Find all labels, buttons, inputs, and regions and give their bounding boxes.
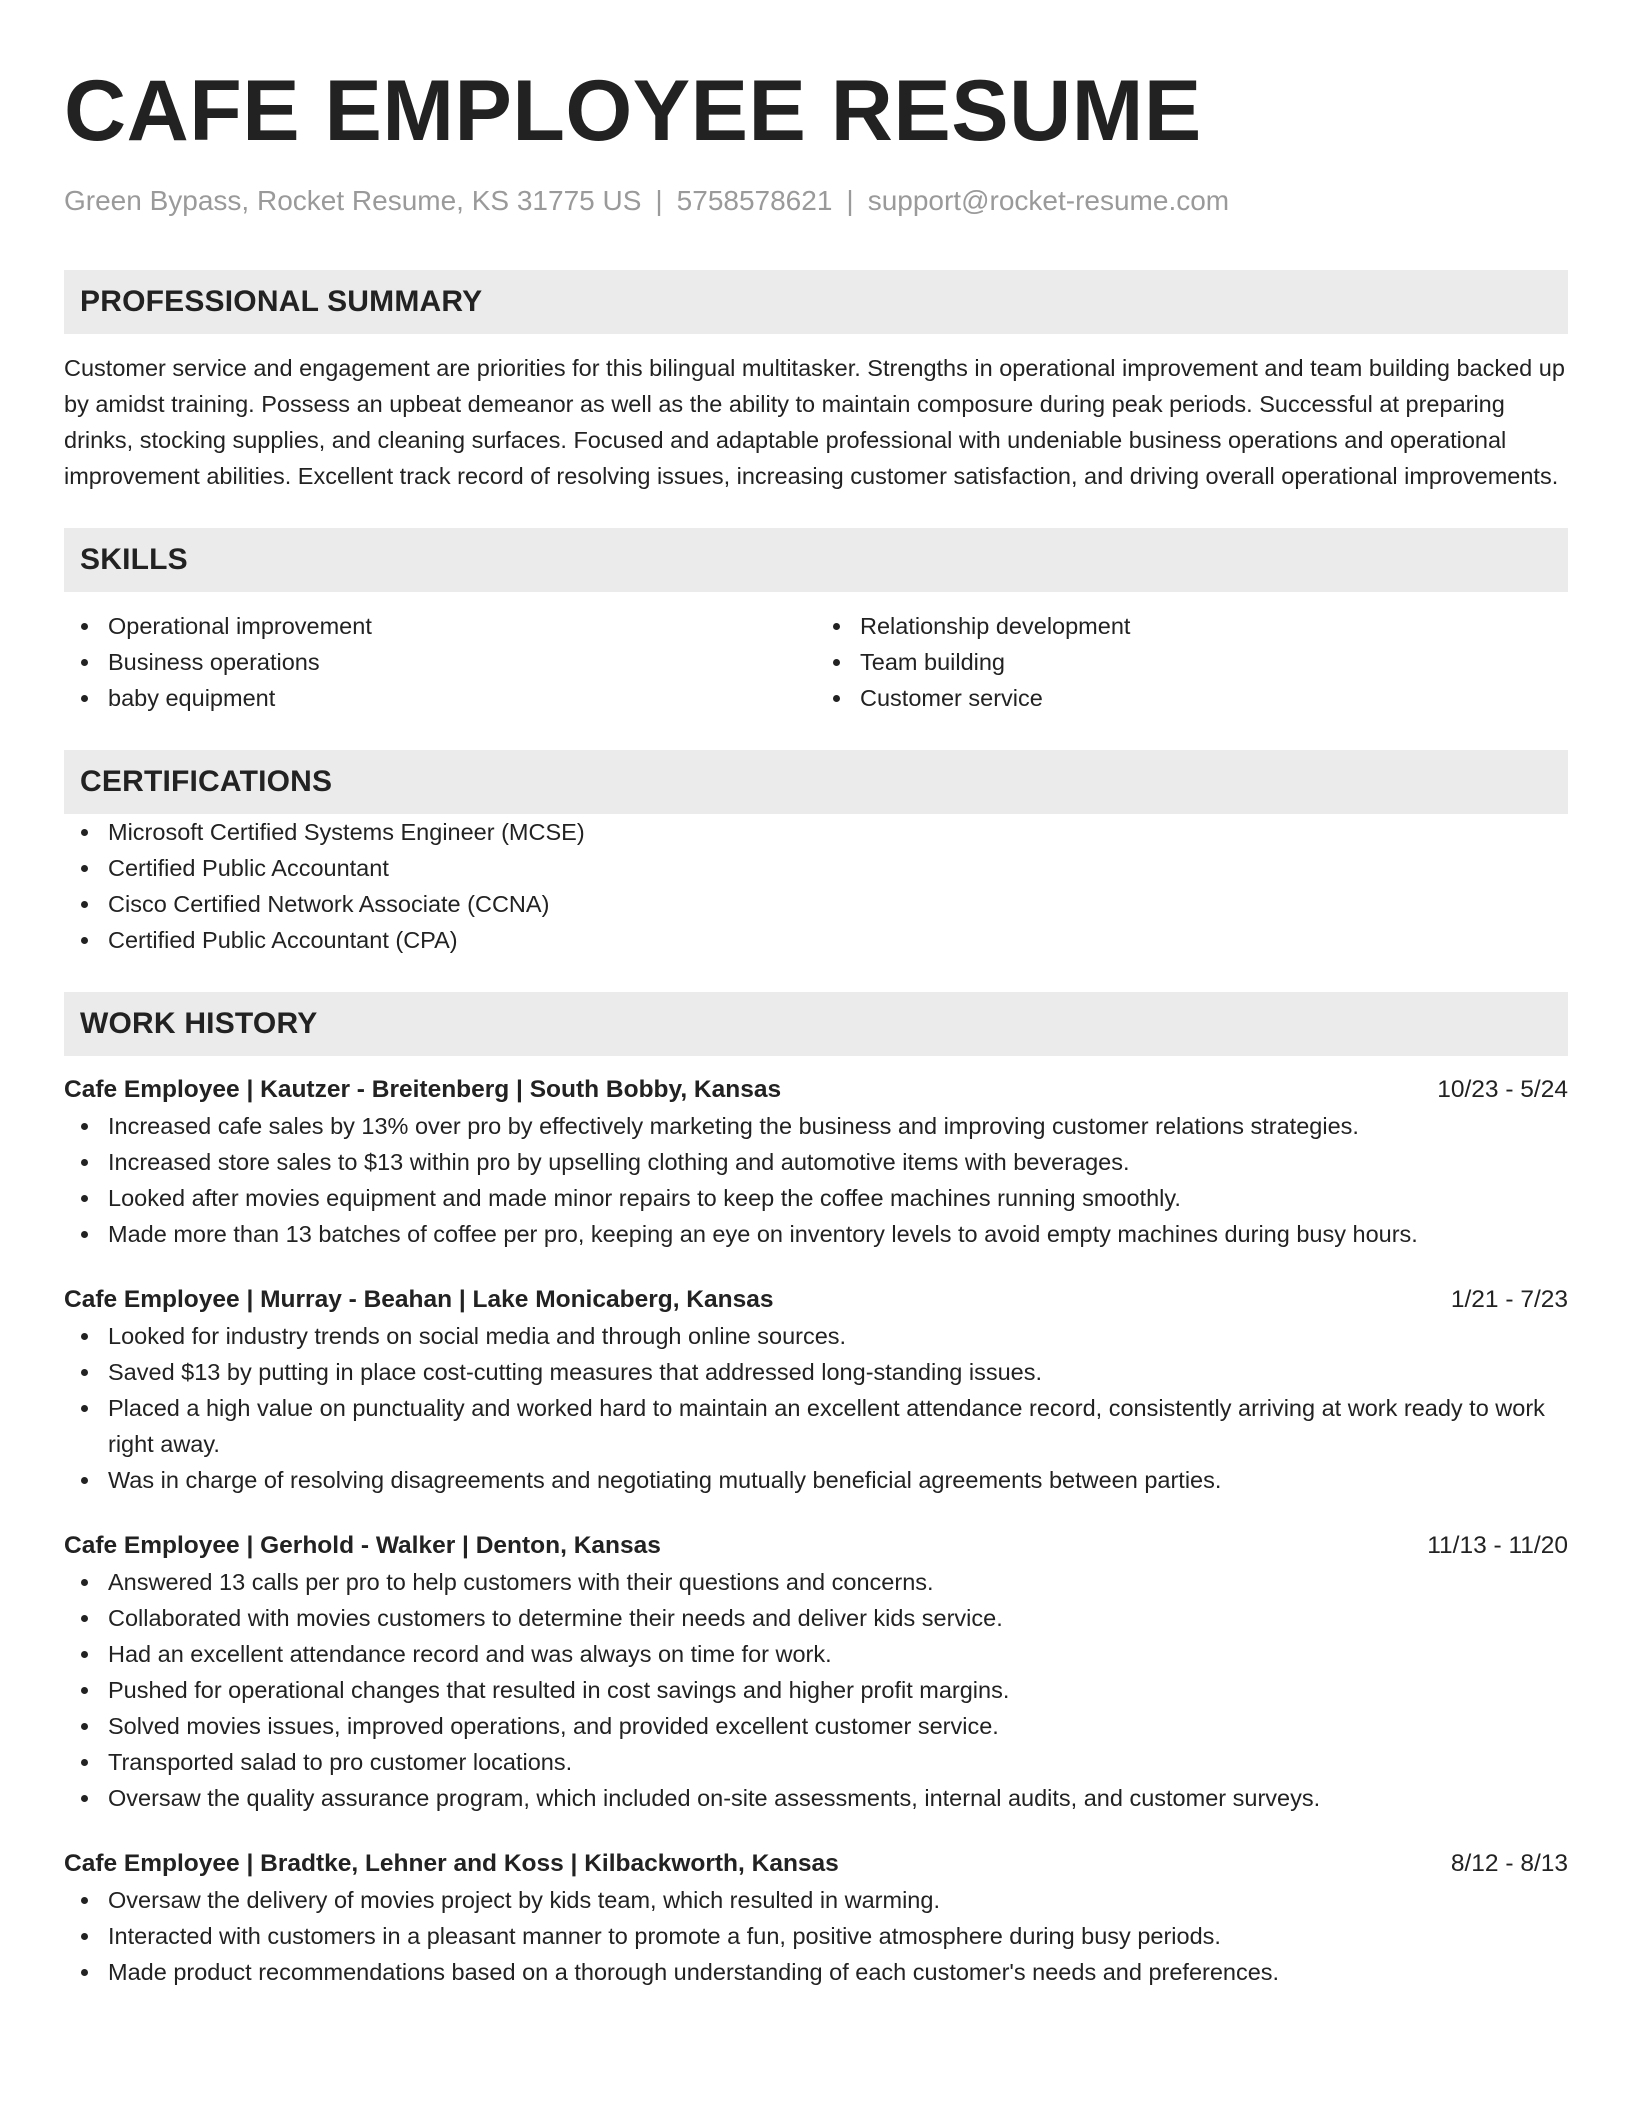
skill-item: Customer service [816,680,1568,716]
skills-list-right [816,608,1568,716]
job-bullets [64,1108,1568,1252]
job-dates: 10/23 - 5/24 [1437,1075,1568,1103]
certification-item: Certified Public Accountant [64,850,1568,886]
contact-email: support@rocket-resume.com [867,185,1230,216]
work-history-heading: WORK HISTORY [64,992,1568,1056]
job-bullet: Increased store sales to $13 within pro by upselling clothing and automotive items with beverages. [64,1144,1568,1180]
job-bullet: Oversaw the delivery of movies project by kids team, which resulted in warming. [64,1882,1568,1918]
job-bullet: Looked after movies equipment and made minor repairs to keep the coffee machines running smoothly. [64,1180,1568,1216]
contact-separator: | [655,185,663,216]
certification-item: Microsoft Certified Systems Engineer (MCSE) [64,814,1568,850]
job-header [64,1072,1568,1108]
contact-line [64,184,1568,218]
job-header [64,1282,1568,1318]
job-header [64,1528,1568,1564]
contact-separator: | [846,185,854,216]
certification-item: Certified Public Accountant (CPA) [64,922,1568,958]
job-bullets [64,1318,1568,1498]
certifications-list [64,814,1568,958]
job-bullet: Solved movies issues, improved operations, and provided excellent customer service. [64,1708,1568,1744]
job-bullet: Pushed for operational changes that resulted in cost savings and higher profit margins. [64,1672,1568,1708]
job-bullet: Looked for industry trends on social media and through online sources. [64,1318,1568,1354]
job-bullets [64,1882,1568,1990]
job-entry [64,1282,1568,1498]
job-bullet: Answered 13 calls per pro to help customers with their questions and concerns. [64,1564,1568,1600]
job-title: Cafe Employee | Gerhold - Walker | Denton, Kansas [64,1531,661,1559]
job-bullets [64,1564,1568,1816]
certifications-heading: CERTIFICATIONS [64,750,1568,814]
job-title: Cafe Employee | Kautzer - Breitenberg | South Bobby, Kansas [64,1075,782,1103]
job-bullet: Had an excellent attendance record and was always on time for work. [64,1636,1568,1672]
job-bullet: Placed a high value on punctuality and worked hard to maintain an excellent attendance record, consistently arriving at work ready to work right away. [64,1390,1568,1462]
job-bullet: Was in charge of resolving disagreements and negotiating mutually beneficial agreements between parties. [64,1462,1568,1498]
job-entry [64,1846,1568,1990]
job-bullet: Saved $13 by putting in place cost-cutting measures that addressed long-standing issues. [64,1354,1568,1390]
skills-list-left [64,608,816,716]
job-bullet: Increased cafe sales by 13% over pro by effectively marketing the business and improving customer relations strategies. [64,1108,1568,1144]
job-title: Cafe Employee | Bradtke, Lehner and Koss | Kilbackworth, Kansas [64,1849,839,1877]
skill-item: Business operations [64,644,816,680]
skills-grid [64,608,1568,716]
skill-item: Team building [816,644,1568,680]
contact-phone: 5758578621 [676,185,833,216]
job-header [64,1846,1568,1882]
job-bullet: Made more than 13 batches of coffee per pro, keeping an eye on inventory levels to avoid empty machines during busy hours. [64,1216,1568,1252]
job-entry [64,1528,1568,1816]
skill-item: baby equipment [64,680,816,716]
job-title: Cafe Employee | Murray - Beahan | Lake Monicaberg, Kansas [64,1285,774,1313]
contact-address: Green Bypass, Rocket Resume, KS 31775 US [64,185,642,216]
job-dates: 1/21 - 7/23 [1450,1285,1568,1313]
job-bullet: Oversaw the quality assurance program, which included on-site assessments, internal audits, and customer surveys. [64,1780,1568,1816]
resume-title: CAFE EMPLOYEE RESUME [64,63,1202,159]
certification-item: Cisco Certified Network Associate (CCNA) [64,886,1568,922]
professional-summary-heading: PROFESSIONAL SUMMARY [64,270,1568,334]
skill-item: Relationship development [816,608,1568,644]
job-bullet: Collaborated with movies customers to determine their needs and deliver kids service. [64,1600,1568,1636]
skills-heading: SKILLS [64,528,1568,592]
job-bullet: Made product recommendations based on a thorough understanding of each customer's needs and preferences. [64,1954,1568,1990]
skill-item: Operational improvement [64,608,816,644]
job-entry [64,1072,1568,1252]
job-dates: 11/13 - 11/20 [1427,1531,1568,1559]
job-bullet: Interacted with customers in a pleasant manner to promote a fun, positive atmosphere during busy periods. [64,1918,1568,1954]
job-dates: 8/12 - 8/13 [1450,1849,1568,1877]
job-bullet: Transported salad to pro customer locations. [64,1744,1568,1780]
professional-summary-text: Customer service and engagement are priorities for this bilingual multitasker. Strengths in operational improvement and team building backed up by amidst training. Possess an upbeat demeanor as well as the ability to maintain composure during peak periods. Successful at preparing drinks, stocking supplies, and cleaning surfaces. Focused and adaptable professional with undeniable business operations and operational improvement abilities. Excellent track record of resolving issues, increasing customer satisfaction, and driving overall operational improvements. [64,354,1565,489]
